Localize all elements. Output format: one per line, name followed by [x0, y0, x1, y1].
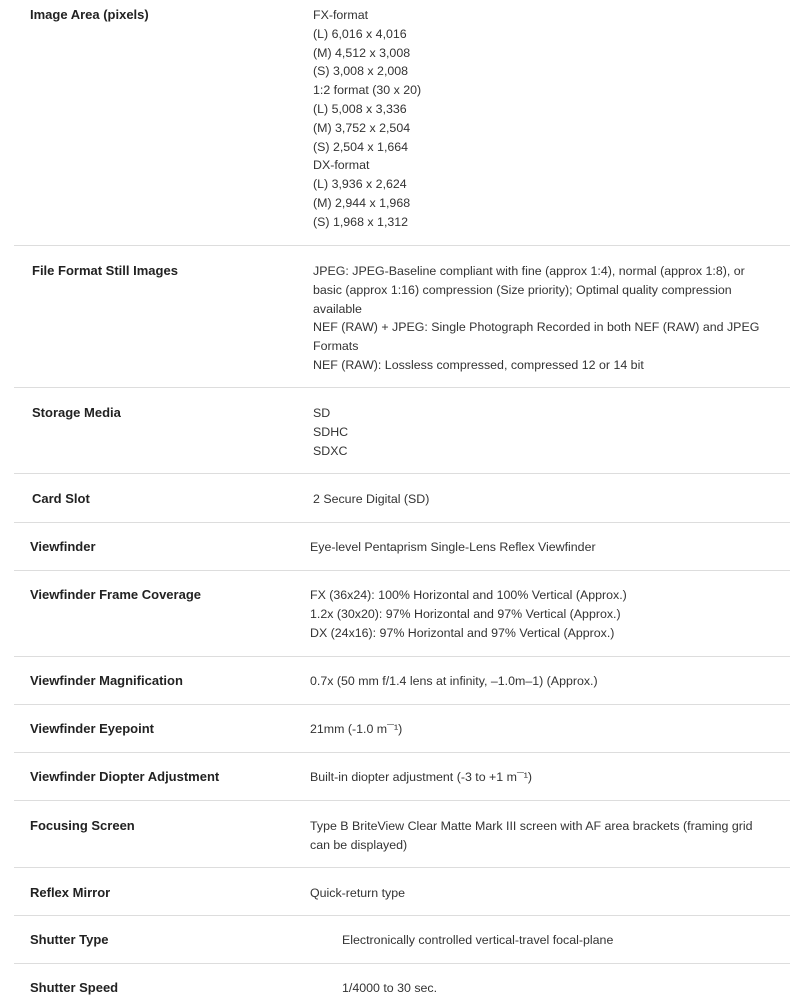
row-divider — [14, 387, 790, 388]
spec-value-reflex-mirror — [310, 884, 780, 903]
spec-value-line: (L) 3,936 x 2,624 — [313, 177, 407, 192]
spec-value-line: (M) 2,944 x 1,968 — [313, 195, 411, 210]
spec-value-line: NEF (RAW) + JPEG: Single Photograph Recorded in both NEF (RAW) and JPEG — [313, 320, 760, 335]
spec-value-line: Type B BriteView Clear Matte Mark III screen with AF area brackets (framing grid — [310, 819, 753, 833]
spec-label-viewfinder-magnification: Viewfinder Magnification — [30, 673, 183, 688]
spec-value-line: (L) 5,008 x 3,336 — [313, 101, 407, 116]
row-divider — [14, 867, 790, 868]
spec-label-storage-media: Storage Media — [32, 405, 121, 420]
spec-label-reflex-mirror: Reflex Mirror — [30, 885, 111, 900]
row-divider — [14, 963, 790, 964]
spec-value-line: 2 Secure Digital (SD) — [313, 492, 430, 506]
spec-value-viewfinder-eyepoint — [310, 720, 780, 739]
spec-value-line: basic (approx 1:16) compression (Size priority); Optimal quality compression — [313, 282, 732, 297]
row-divider — [14, 245, 790, 246]
spec-value-line: available — [313, 301, 362, 316]
spec-value-storage-media — [313, 404, 783, 460]
spec-value-viewfinder-diopter-adjustment — [310, 768, 780, 787]
spec-label-card-slot: Card Slot — [32, 491, 90, 506]
spec-value-viewfinder-magnification — [310, 672, 780, 691]
spec-value-viewfinder — [310, 538, 780, 557]
spec-value-focusing-screen — [310, 817, 780, 855]
spec-value-line: FX (36x24): 100% Horizontal and 100% Vertical (Approx.) — [310, 588, 627, 602]
row-divider — [14, 752, 790, 753]
spec-value-shutter-speed — [342, 979, 800, 998]
spec-value-line: can be displayed) — [310, 837, 408, 852]
spec-value-line: 0.7x (50 mm f/1.4 lens at infinity, –1.0m–1) (Approx.) — [310, 674, 598, 688]
spec-value-line: (S) 1,968 x 1,312 — [313, 214, 409, 229]
spec-label-image-area: Image Area (pixels) — [30, 7, 149, 22]
spec-value-line: 1/4000 to 30 sec. — [342, 981, 438, 995]
row-divider — [14, 522, 790, 523]
spec-value-card-slot — [313, 490, 783, 509]
spec-value-line: FX-format — [313, 8, 369, 22]
row-divider — [14, 656, 790, 657]
spec-value-line: Quick-return type — [310, 886, 406, 900]
spec-label-viewfinder: Viewfinder — [30, 539, 96, 554]
spec-value-line: 1.2x (30x20): 97% Horizontal and 97% Vertical (Approx.) — [310, 606, 621, 621]
spec-value-file-format — [313, 262, 783, 375]
spec-value-line: (M) 4,512 x 3,008 — [313, 45, 411, 60]
spec-value-line: (M) 3,752 x 2,504 — [313, 120, 411, 135]
spec-value-line: Eye-level Pentaprism Single-Lens Reflex Viewfinder — [310, 540, 596, 554]
spec-label-viewfinder-eyepoint: Viewfinder Eyepoint — [30, 721, 155, 736]
spec-value-line: DX (24x16): 97% Horizontal and 97% Vertical (Approx.) — [310, 625, 615, 640]
spec-value-shutter-type — [342, 931, 800, 950]
spec-label-viewfinder-diopter-adjustment: Viewfinder Diopter Adjustment — [30, 769, 220, 784]
spec-value-line: Electronically controlled vertical-travel focal-plane — [342, 933, 614, 947]
row-divider — [14, 915, 790, 916]
spec-value-line: 1:2 format (30 x 20) — [313, 83, 422, 98]
spec-value-viewfinder-frame-coverage — [310, 586, 780, 642]
spec-value-line: Built-in diopter adjustment (-3 to +1 m¯¹) — [310, 770, 533, 784]
row-divider — [14, 473, 790, 474]
spec-value-line: (L) 6,016 x 4,016 — [313, 26, 407, 41]
spec-value-line: SDHC — [313, 424, 349, 439]
spec-value-line: NEF (RAW): Lossless compressed, compressed 12 or 14 bit — [313, 357, 644, 372]
spec-value-line: JPEG: JPEG-Baseline compliant with fine (approx 1:4), normal (approx 1:8), or — [313, 264, 745, 278]
row-divider — [14, 570, 790, 571]
spec-label-shutter-speed: Shutter Speed — [30, 980, 119, 995]
spec-value-image-area — [313, 6, 783, 232]
row-divider — [14, 704, 790, 705]
spec-label-file-format: File Format Still Images — [32, 263, 178, 278]
spec-value-line: Formats — [313, 339, 359, 354]
row-divider — [14, 800, 790, 801]
spec-value-line: SD — [313, 406, 331, 420]
spec-value-line: 21mm (-1.0 m¯¹) — [310, 722, 403, 736]
spec-value-line: (S) 3,008 x 2,008 — [313, 64, 409, 79]
spec-label-viewfinder-frame-coverage: Viewfinder Frame Coverage — [30, 587, 201, 602]
spec-value-line: (S) 2,504 x 1,664 — [313, 139, 409, 154]
spec-value-line: SDXC — [313, 443, 348, 458]
spec-value-line: DX-format — [313, 158, 370, 173]
spec-label-shutter-type: Shutter Type — [30, 932, 109, 947]
spec-label-focusing-screen: Focusing Screen — [30, 818, 135, 833]
